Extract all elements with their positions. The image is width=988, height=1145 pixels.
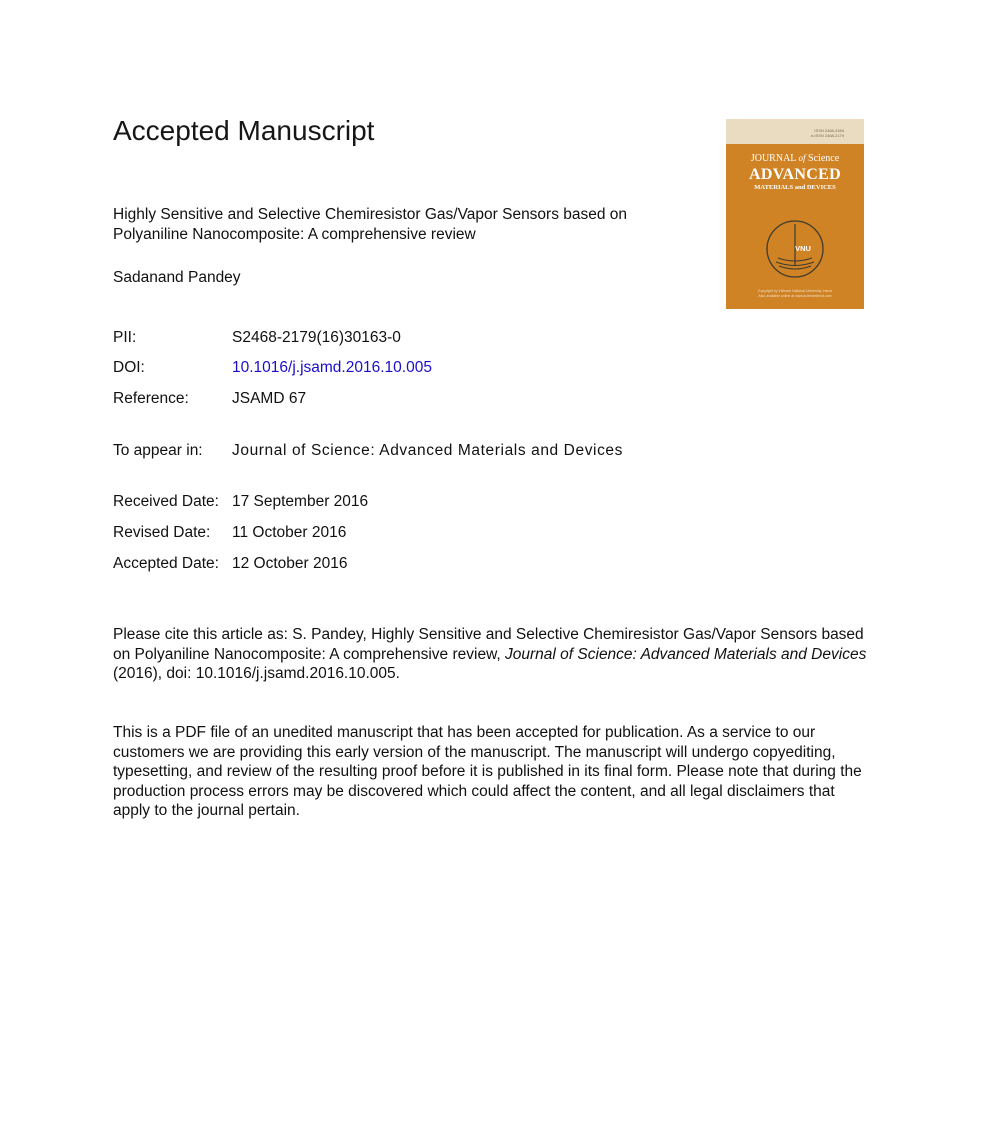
disclaimer-paragraph: This is a PDF file of an unedited manuscript that has been accepted for publication. As a service to our customers we are providing this early version of the manuscript. The manuscript will undergo copyediting, typesetting, and review of the resulting proof before it is published in its final form. Please note that during the production process errors may be discovered which could affect the content, and all legal disclaimers that apply to the journal pertain. xyxy=(113,724,862,819)
revised-date-value: 11 October 2016 xyxy=(232,524,347,541)
journal-cover-image xyxy=(726,119,864,309)
reference-value: JSAMD 67 xyxy=(232,390,307,407)
vnu-logo-text: VNU xyxy=(795,244,811,253)
accepted-date-row xyxy=(113,554,347,574)
cover-top-band xyxy=(726,119,864,144)
cover-issn-print: ISSN 2468-2284 xyxy=(814,128,844,133)
cover-journal-word: JOURNAL xyxy=(750,153,797,164)
revised-date-row xyxy=(113,523,346,543)
cover-subtitle: MATERIALS and DEVICES xyxy=(754,184,836,191)
vnu-logo-icon xyxy=(764,218,826,280)
pii-label: PII: xyxy=(113,329,137,346)
pii-value: S2468-2179(16)30163-0 xyxy=(232,329,401,346)
cover-of-word: of xyxy=(798,153,806,163)
appear-in-journal: Journal of Science: Advanced Materials and Devices xyxy=(232,442,624,459)
citation-suffix: (2016), doi: 10.1016/j.jsamd.2016.10.005. xyxy=(113,665,400,682)
reference-row xyxy=(113,389,306,409)
citation-paragraph xyxy=(113,625,873,684)
doi-label: DOI: xyxy=(113,359,145,376)
article-author: Sadanand Pandey xyxy=(113,269,241,286)
cover-footer xyxy=(726,289,864,299)
citation-prefix: Please cite this article as: S. Pandey, Highly Sensitive and Selective Chemiresistor Gas/Vapor Sensors based on Polyaniline Nanocomposite: A comprehensive review, xyxy=(113,626,864,663)
reference-label: Reference: xyxy=(113,390,189,407)
cover-issn xyxy=(811,128,844,138)
received-date-value: 17 September 2016 xyxy=(232,493,369,510)
article-title: Highly Sensitive and Selective Chemiresistor Gas/Vapor Sensors based on Polyaniline Nanocomposite: A comprehensive review xyxy=(113,206,628,243)
received-date-row xyxy=(113,492,368,512)
cover-footer-line2: Also available online at www.sciencedirect.com xyxy=(758,294,832,298)
cover-science-word: Science xyxy=(808,153,840,164)
cover-issn-online: e-ISSN 2468-2179 xyxy=(810,133,844,138)
accepted-date-value: 12 October 2016 xyxy=(232,555,348,572)
cover-advanced-title: ADVANCED xyxy=(749,166,841,183)
doi-row xyxy=(113,358,432,378)
citation-journal: Journal of Science: Advanced Materials and Devices xyxy=(505,645,867,663)
page-title: Accepted Manuscript xyxy=(113,115,375,146)
pii-row xyxy=(113,328,401,348)
accepted-date-label: Accepted Date: xyxy=(113,555,219,572)
revised-date-label: Revised Date: xyxy=(113,524,211,541)
received-date-label: Received Date: xyxy=(113,493,219,510)
appear-in-label: To appear in: xyxy=(113,442,203,459)
cover-footer-line1: Copyright by Vietnam National University, Hanoi xyxy=(757,289,833,293)
cover-journal-name xyxy=(726,153,864,164)
appear-in-row xyxy=(113,441,623,461)
doi-link[interactable]: 10.1016/j.jsamd.2016.10.005 xyxy=(232,359,432,376)
